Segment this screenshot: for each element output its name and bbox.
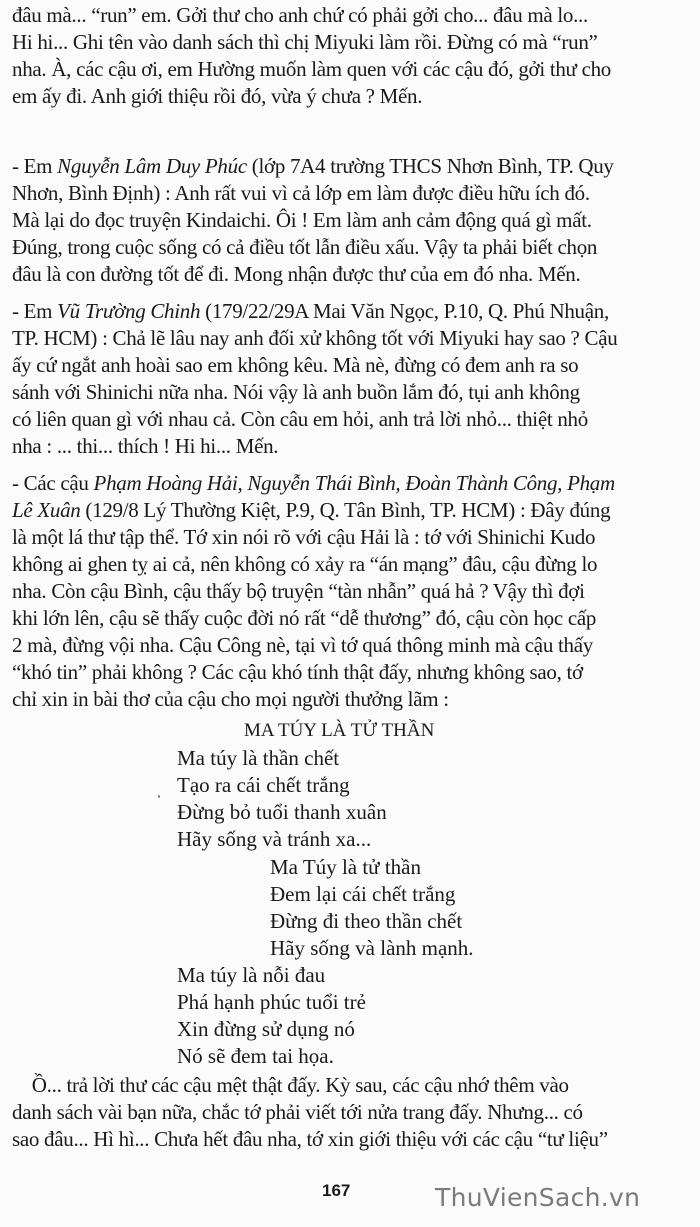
text-line: chỉ xin in bài thơ của cậu cho mọi người thưởng lãm :: [12, 687, 449, 711]
text-line: [12, 470, 678, 497]
reply-prefix: - Em: [12, 154, 58, 178]
poem-line: Đem lại cái chết trắng: [270, 882, 456, 906]
reply-prefix: - Các cậu: [12, 471, 94, 495]
text-line: Mà lại do đọc truyện Kindaichi. Ôi ! Em làm anh cảm động quá gì mất.: [12, 208, 592, 232]
poem-line: Phá hạnh phúc tuổi trẻ: [177, 990, 366, 1014]
text-line: ấy cứ ngắt anh hoài sao em không kêu. Mà nè, đừng có đem anh ra so: [12, 353, 579, 377]
paragraph-reply-duy-phuc: [12, 153, 678, 288]
text-line: Ồ... trả lời thư các cậu mệt thật đấy. Kỳ sau, các cậu nhớ thêm vào: [12, 1073, 569, 1097]
poem-line: Tạo ra cái chết trắng: [177, 773, 350, 797]
text-line: TP. HCM) : Chả lẽ lâu nay anh đối xử không tốt với Miyuki hay sao ? Cậu: [12, 326, 618, 350]
text-line: “khó tin” phải không ? Các cậu khó tính thật đấy, nhưng không sao, tớ: [12, 660, 583, 684]
text-line: nha : ... thi... thích ! Hi hi... Mến.: [12, 434, 279, 458]
text-line: Đúng, trong cuộc sống có cả điều tốt lẫn điều xấu. Vậy ta phải biết chọn: [12, 235, 598, 259]
text-line: sao đâu... Hì hì... Chưa hết đâu nha, tớ xin giới thiệu với các cậu “tư liệu”: [12, 1127, 608, 1151]
poem-line: Đừng đi theo thần chết: [270, 909, 463, 933]
poem-title: MA TÚY LÀ TỬ THẦN: [244, 720, 435, 741]
poem-line: Hãy sống và tránh xa...: [177, 827, 372, 851]
text-line: Nhơn, Bình Định) : Anh rất vui vì cả lớp em làm được điều hữu ích đó.: [12, 181, 590, 205]
reader-address: (179/22/29A Mai Văn Ngọc, P.10, Q. Phú Nhuận,: [200, 299, 609, 323]
poem-stanza-3: [177, 962, 366, 1070]
watermark-logo: ThuVienSach.vn: [435, 1183, 641, 1212]
poem-line: Hãy sống và lành mạnh.: [270, 936, 474, 960]
reader-name: Vũ Trường Chinh: [57, 299, 201, 323]
poem-line: Ma túy là thần chết: [177, 746, 340, 770]
reader-names: Lê Xuân: [12, 498, 81, 522]
page-number: 167: [322, 1181, 351, 1200]
poem-line: Ma Túy là tử thần: [270, 855, 421, 879]
reader-address: (129/8 Lý Thường Kiệt, P.9, Q. Tân Bình, TP. HCM) : Đây đúng: [80, 498, 611, 522]
reader-name: Nguyễn Lâm Duy Phúc: [57, 154, 247, 178]
text-line: sánh với Shinichi nữa nha. Nói vậy là anh buồn lắm đó, tụi anh không: [12, 380, 580, 404]
text-line: đâu là con đường tốt để đi. Mong nhận được thư của em đó nha. Mến.: [12, 262, 581, 286]
text-line: có liên quan gì với nhau cả. Còn câu em hỏi, anh trả lời nhỏ... thiệt nhỏ: [12, 407, 588, 431]
text-line: em ấy đi. Anh giới thiệu rồi đó, vừa ý chưa ? Mến.: [12, 84, 423, 108]
text-line: Hi hi... Ghi tên vào danh sách thì chị Miyuki làm rồi. Đừng có mà “run”: [12, 30, 598, 54]
poem-stanza-2: [270, 854, 474, 962]
paragraph-closing: [12, 1072, 678, 1153]
reader-names: Phạm Hoàng Hải, Nguyễn Thái Bình, Đoàn Thành Công, Phạm: [93, 471, 615, 495]
poem-line: Ma túy là nỗi đau: [177, 963, 326, 987]
paragraph-reply-group: [12, 470, 678, 713]
poem-line: Nó sẽ đem tai họa.: [177, 1044, 334, 1068]
text-line: không ai ghen tỵ ai cả, nên không có xảy ra “án mạng” đâu, cậu đừng lo: [12, 552, 598, 576]
reader-address: (lớp 7A4 trường THCS Nhơn Bình, TP. Quy: [246, 154, 614, 178]
text-line: đâu mà... “run” em. Gởi thư cho anh chứ có phải gởi cho... đâu mà lo...: [12, 3, 588, 27]
paragraph-reply-truong-chinh: [12, 298, 678, 460]
text-line: 2 mà, đừng vội nha. Cậu Công nè, tại vì tớ quá thông minh mà cậu thấy: [12, 633, 593, 657]
text-line: danh sách vài bạn nữa, chắc tớ phải viết tới nửa trang đấy. Nhưng... có: [12, 1100, 583, 1124]
text-line: nha. À, các cậu ơi, em Hường muốn làm quen với các cậu đó, gởi thư cho: [12, 57, 612, 81]
text-line: khi lớn lên, cậu sẽ thấy cuộc đời nó rất “dễ thương” đó, cậu còn học cấp: [12, 606, 597, 630]
poem-line: Đừng bỏ tuổi thanh xuân: [177, 800, 387, 824]
poem-stanza-1: [177, 745, 387, 853]
text-line: là một lá thư tập thể. Tớ xin nói rõ với cậu Hải là : tớ với Shinichi Kudo: [12, 525, 596, 549]
poem-line: Xin đừng sử dụng nó: [177, 1017, 355, 1041]
reply-prefix: - Em: [12, 299, 58, 323]
text-line: [12, 153, 678, 180]
text-line: [12, 298, 678, 325]
paragraph-reply-continued: [12, 2, 678, 110]
text-line: nha. Còn cậu Bình, cậu thấy bộ truyện “tàn nhẫn” quá hả ? Vậy thì đợi: [12, 579, 585, 603]
text-line: [12, 497, 678, 524]
print-speck: [158, 795, 160, 798]
